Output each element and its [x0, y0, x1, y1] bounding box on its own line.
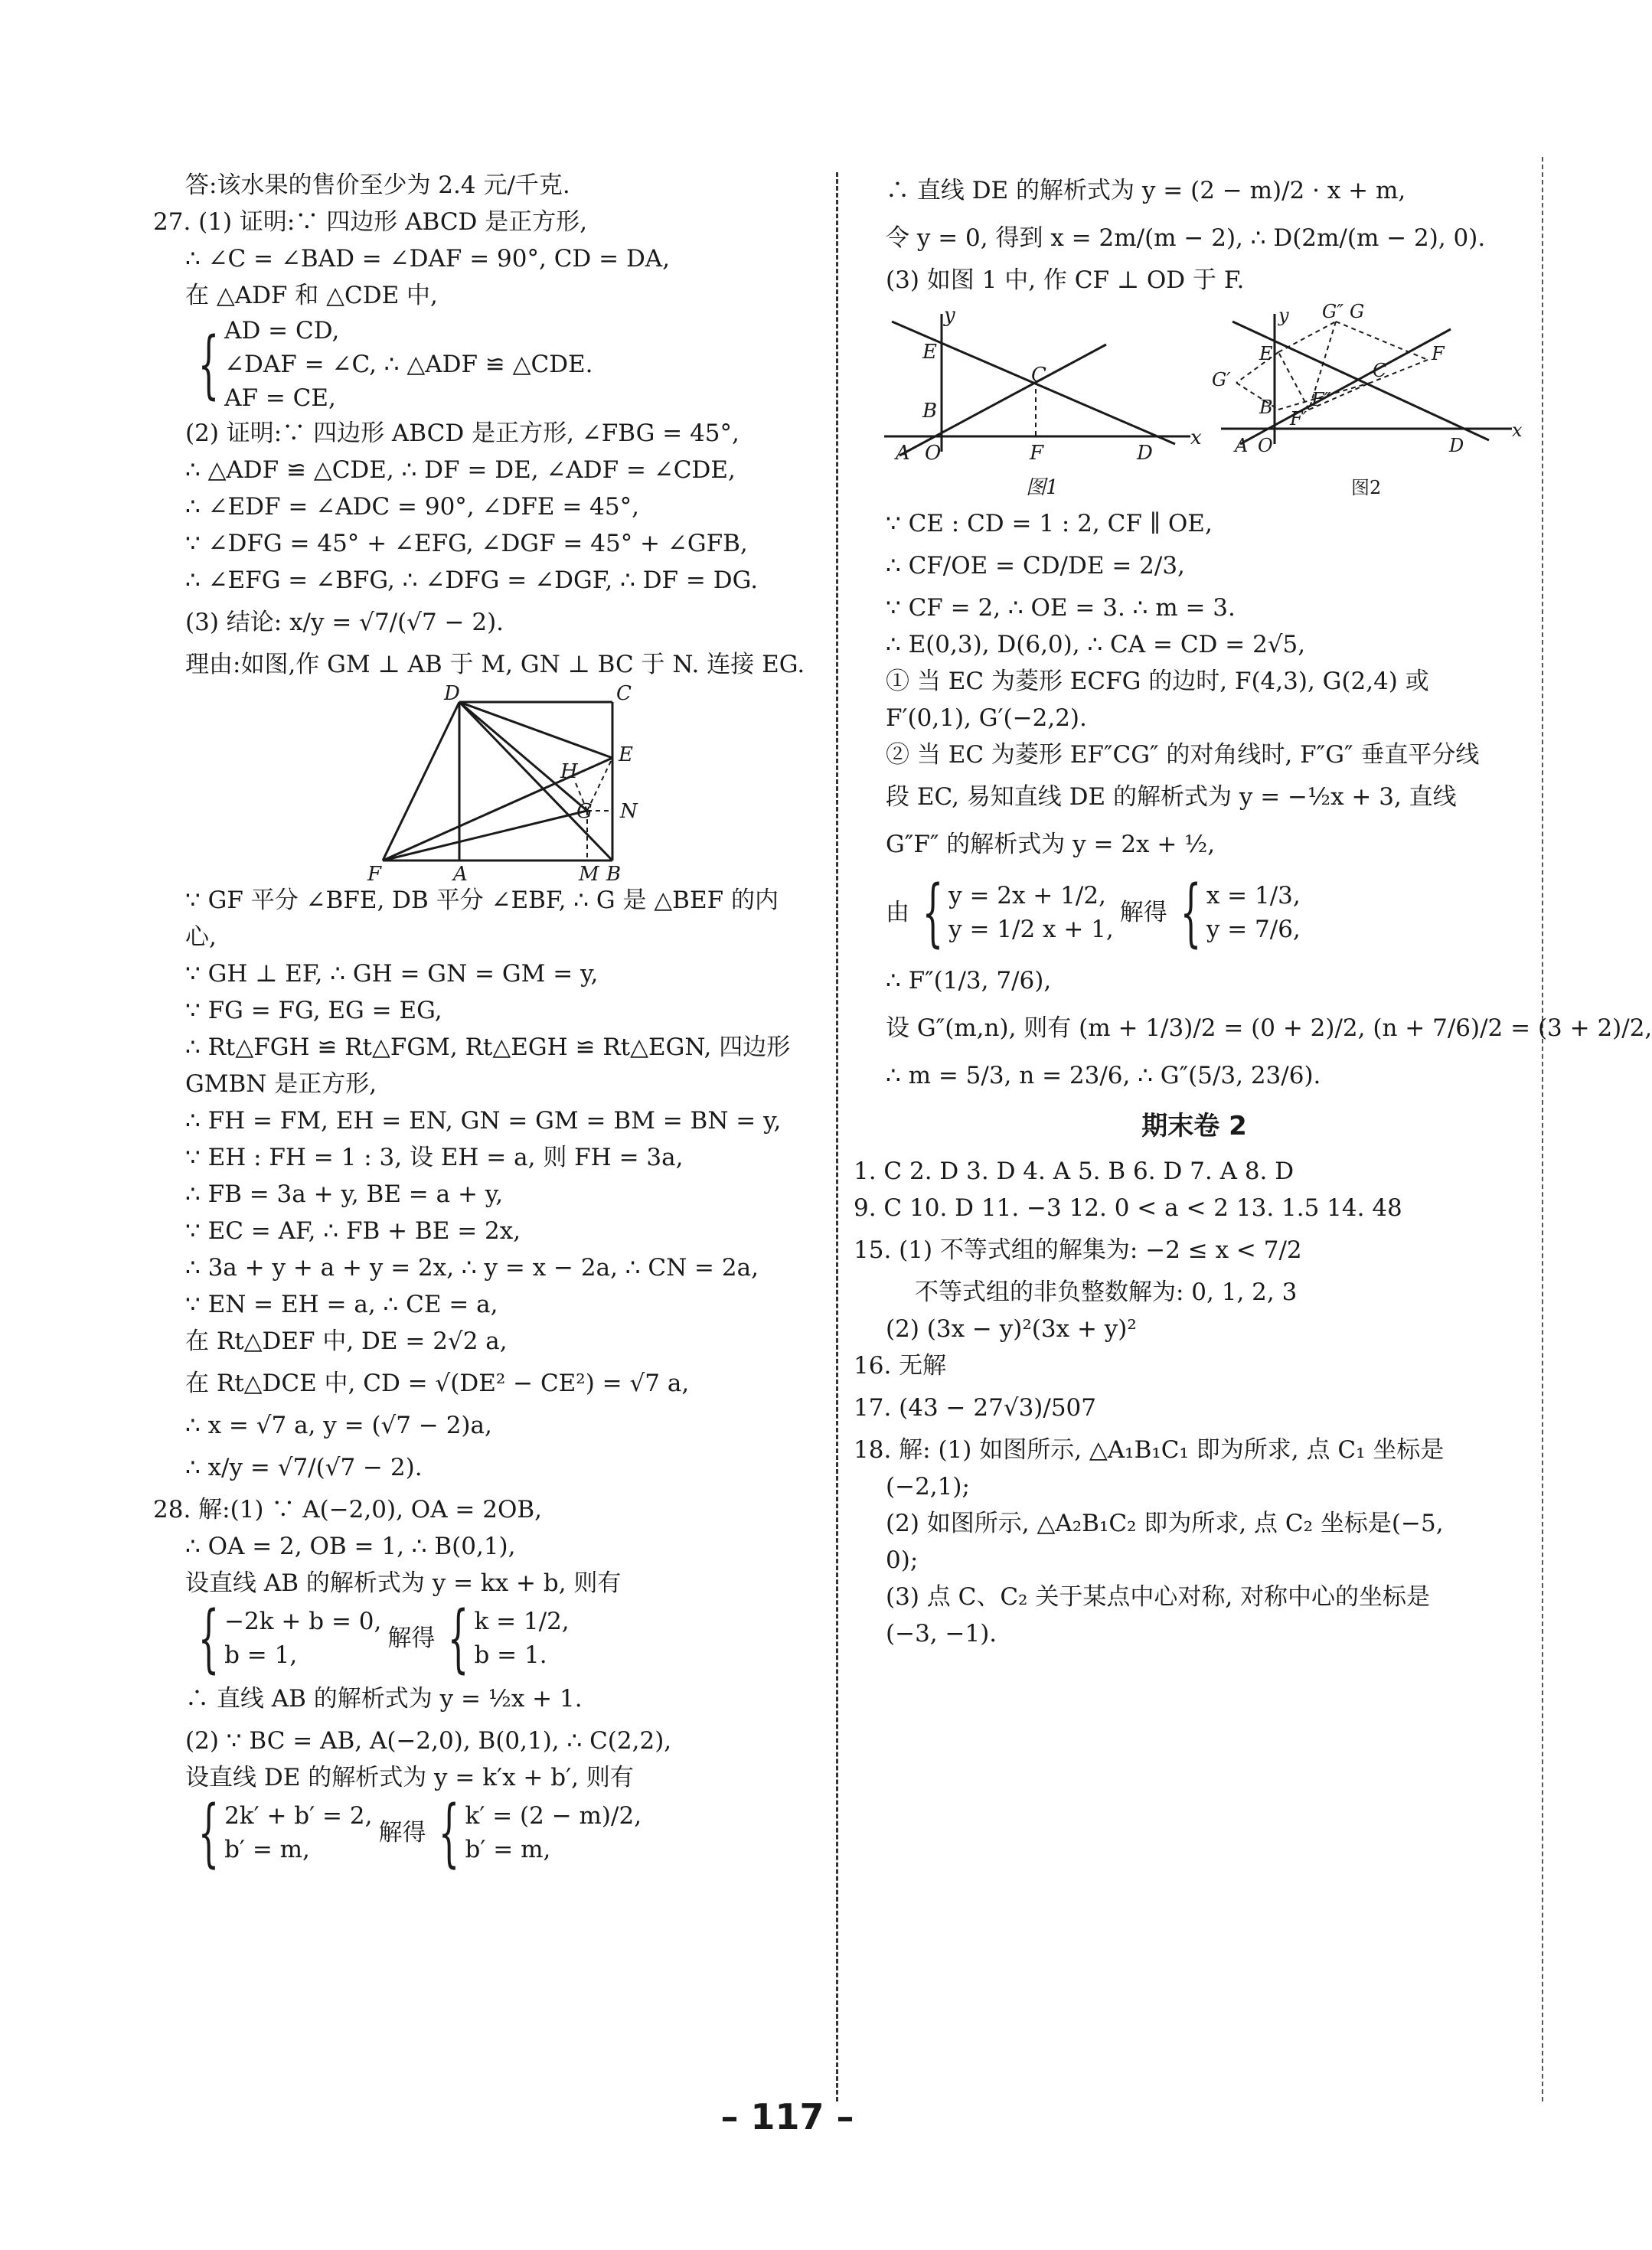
- q27-line: 在 Rt△DEF 中, DE = 2√2 a,: [185, 1327, 508, 1355]
- fig1-label-B: B: [922, 400, 938, 423]
- system-line: y = 1/2 x + 1,: [948, 916, 1114, 943]
- fig-label-B: B: [606, 863, 622, 886]
- q27-line: ∵ EN = EH = a, ∴ CE = a,: [185, 1291, 498, 1318]
- fig-label-D: D: [444, 682, 460, 705]
- brace: {: [1180, 870, 1202, 955]
- q27-line: ∴ △ADF ≌ △CDE, ∴ DF = DE, ∠ADF = ∠CDE,: [185, 456, 736, 484]
- system-line: k = 1/2,: [474, 1608, 570, 1635]
- system-line: k′ = (2 − m)/2,: [465, 1802, 642, 1830]
- fig2-label-G2: G″: [1322, 301, 1344, 322]
- page-number: – 117 –: [720, 2096, 854, 2137]
- fig1-label-E: E: [922, 341, 937, 364]
- q28-line: ② 当 EC 为菱形 EF″CG″ 的对角线时, F″G″ 垂直平分线: [886, 741, 1480, 769]
- brace: {: [448, 1595, 469, 1681]
- fig1-label-y: y: [944, 304, 955, 327]
- q27-line: ∴ ∠EDF = ∠ADC = 90°, ∠DFE = 45°,: [185, 493, 639, 521]
- fig2-caption: 图2: [1351, 477, 1382, 498]
- q28-line: 令 y = 0, 得到 x = 2m/(m − 2), ∴ D(2m/(m − 2), 0).: [886, 224, 1486, 252]
- fig-label-A: A: [453, 863, 468, 886]
- equation-system: [153, 1595, 827, 1681]
- by-word: 由: [886, 899, 909, 926]
- right-column: [854, 167, 1652, 1652]
- q28-line: ∴ 直线 DE 的解析式为 y = (2 − m)/2 · x + m,: [886, 177, 1406, 204]
- q18-line: 0);: [886, 1546, 919, 1574]
- brace: {: [922, 870, 944, 955]
- page-edge-line: [1542, 157, 1543, 2101]
- fig2-label-y: y: [1278, 305, 1289, 326]
- answers-row: 9. C 10. D 11. −3 12. 0 < a < 2 13. 1.5 14. 48: [854, 1194, 1402, 1222]
- q28-line: F′(0,1), G′(−2,2).: [886, 704, 1087, 732]
- fig2-label-D: D: [1449, 435, 1464, 456]
- equation-system: [153, 314, 827, 415]
- system-line: AF = CE,: [224, 384, 336, 412]
- q28-line: 段 EC, 易知直线 DE 的解析式为 y = −½x + 3, 直线: [886, 783, 1457, 811]
- q28-line: ∵ CE : CD = 1 : 2, CF ∥ OE,: [886, 510, 1213, 537]
- q28-line: ∴ OA = 2, OB = 1, ∴ B(0,1),: [185, 1533, 516, 1560]
- fig2-label-F1: F′: [1290, 408, 1308, 429]
- fig1-label-C: C: [1031, 364, 1046, 387]
- fig2-label-F2: F″: [1311, 389, 1331, 410]
- solve-word: 解得: [378, 1819, 426, 1847]
- q15-line: 不等式组的非负整数解为: 0, 1, 2, 3: [915, 1278, 1298, 1306]
- fig2-label-A: A: [1235, 435, 1249, 456]
- q27-line: GMBN 是正方形,: [185, 1070, 377, 1098]
- q27-line: ∴ FB = 3a + y, BE = a + y,: [185, 1181, 504, 1208]
- system-line: y = 2x + 1/2,: [948, 882, 1106, 909]
- q28-line: ∴ 直线 AB 的解析式为 y = ½x + 1.: [185, 1685, 583, 1713]
- brace: {: [198, 1790, 220, 1876]
- q27-line: ∵ EC = AF, ∴ FB + BE = 2x,: [185, 1217, 521, 1245]
- brace: {: [198, 1595, 220, 1681]
- q27-line: 在 Rt△DCE 中, CD = √(DE² − CE²) = √7 a,: [185, 1370, 690, 1397]
- q18-line: 18. 解: (1) 如图所示, △A₁B₁C₁ 即为所求, 点 C₁ 坐标是: [854, 1436, 1445, 1464]
- q28-line: G″F″ 的解析式为 y = 2x + ½,: [886, 831, 1216, 858]
- fig-label-M: M: [579, 863, 599, 886]
- q28-line: (2) ∵ BC = AB, A(−2,0), B(0,1), ∴ C(2,2),: [185, 1727, 672, 1755]
- fig-label-N: N: [620, 800, 638, 823]
- equation-system: [854, 870, 1535, 955]
- fig-label-C: C: [616, 682, 632, 705]
- system-line: b′ = m,: [465, 1836, 551, 1863]
- q28-line: ∴ E(0,3), D(6,0), ∴ CA = CD = 2√5,: [886, 631, 1306, 658]
- q27-line: 27. (1) 证明:∵ 四边形 ABCD 是正方形,: [153, 208, 588, 236]
- square-figure: [153, 682, 827, 886]
- fig1-label-x: x: [1190, 426, 1202, 449]
- answers-row: 1. C 2. D 3. D 4. A 5. B 6. D 7. A 8. D: [854, 1158, 1295, 1185]
- q16-line: 16. 无解: [854, 1352, 947, 1380]
- q28-line: 28. 解:(1) ∵ A(−2,0), OA = 2OB,: [153, 1496, 543, 1523]
- fig1-caption: 图1: [1026, 476, 1059, 499]
- q28-line: ∴ CF/OE = CD/DE = 2/3,: [886, 552, 1185, 580]
- fig2-label-F: F: [1432, 343, 1445, 364]
- system-line: −2k + b = 0,: [224, 1608, 382, 1635]
- system-line: b = 1.: [474, 1641, 547, 1669]
- q27-line: 心,: [185, 923, 217, 951]
- q28-line: 设直线 DE 的解析式为 y = k′x + b′, 则有: [185, 1764, 634, 1791]
- q27-line: ∵ EH : FH = 1 : 3, 设 EH = a, 则 FH = 3a,: [185, 1144, 684, 1171]
- fig1-label-O: O: [925, 442, 942, 465]
- q15-line: (2) (3x − y)²(3x + y)²: [886, 1315, 1137, 1343]
- system-line: x = 1/3,: [1206, 882, 1301, 909]
- q27-line: ∴ 3a + y + a + y = 2x, ∴ y = x − 2a, ∴ CN = 2a,: [185, 1254, 759, 1282]
- q27-conclusion: (3) 结论: x/y = √7/(√7 − 2).: [185, 609, 504, 636]
- fig1-label-A: A: [896, 442, 910, 465]
- left-column: [153, 167, 827, 1876]
- q27-line: ∵ FG = FG, EG = EG,: [185, 997, 442, 1024]
- q18-line: (2) 如图所示, △A₂B₁C₂ 即为所求, 点 C₂ 坐标是(−5,: [886, 1510, 1444, 1537]
- fig2-label-O: O: [1258, 435, 1273, 456]
- fig2-label-G1: G′: [1212, 369, 1231, 390]
- solve-word: 解得: [387, 1625, 436, 1652]
- system-line: ∠DAF = ∠C, ∴ △ADF ≌ △CDE.: [224, 351, 593, 378]
- q27-line: ∵ GH ⊥ EF, ∴ GH = GN = GM = y,: [185, 960, 599, 988]
- fig1-label-F: F: [1030, 442, 1044, 465]
- fig-label-G: G: [576, 800, 593, 823]
- q27-line: 理由:如图,作 GM ⊥ AB 于 M, GN ⊥ BC 于 N. 连接 EG.: [185, 651, 805, 678]
- column-divider: [836, 172, 838, 2101]
- fig2-label-C: C: [1373, 360, 1387, 381]
- q27-line: ∴ x = √7 a, y = (√7 − 2)a,: [185, 1412, 492, 1439]
- q28-line: ∴ m = 5/3, n = 23/6, ∴ G″(5/3, 23/6).: [886, 1062, 1321, 1089]
- q27-line: ∴ x/y = √7/(√7 − 2).: [185, 1454, 423, 1481]
- fig-label-H: H: [560, 760, 578, 783]
- system-line: b′ = m,: [224, 1836, 310, 1863]
- fig2-label-x: x: [1512, 420, 1523, 441]
- fig2-label-B: B: [1259, 397, 1273, 418]
- q28-line: ∴ F″(1/3, 7/6),: [886, 967, 1052, 994]
- q28-line: (3) 如图 1 中, 作 CF ⊥ OD 于 F.: [886, 266, 1245, 294]
- fig2-label-E: E: [1259, 343, 1273, 364]
- q17-line: 17. (43 − 27√3)/507: [854, 1394, 1097, 1422]
- answer-line: 答:该水果的售价至少为 2.4 元/千克.: [185, 171, 570, 199]
- q27-line: ∴ ∠C = ∠BAD = ∠DAF = 90°, CD = DA,: [185, 245, 671, 273]
- q28-line: 设直线 AB 的解析式为 y = kx + b, 则有: [185, 1569, 622, 1597]
- q27-line: ∵ ∠DFG = 45° + ∠EFG, ∠DGF = 45° + ∠GFB,: [185, 530, 748, 557]
- q18-line: (3) 点 C、C₂ 关于某点中心对称, 对称中心的坐标是: [886, 1583, 1431, 1611]
- q27-line: ∵ GF 平分 ∠BFE, DB 平分 ∠EBF, ∴ G 是 △BEF 的内: [185, 887, 779, 914]
- system-line: 2k′ + b′ = 2,: [224, 1802, 373, 1830]
- system-line: y = 7/6,: [1206, 916, 1301, 943]
- fig-label-E: E: [619, 743, 633, 766]
- q27-line: 在 △ADF 和 △CDE 中,: [185, 282, 438, 309]
- fig-label-F: F: [367, 863, 382, 886]
- brace: {: [439, 1790, 460, 1876]
- solve-word: 解得: [1119, 899, 1167, 926]
- q15-line: 15. (1) 不等式组的解集为: −2 ≤ x < 7/2: [854, 1236, 1302, 1264]
- fig1-label-D: D: [1137, 442, 1153, 465]
- brace: {: [198, 322, 220, 407]
- q27-line: ∴ ∠EFG = ∠BFG, ∴ ∠DFG = ∠DGF, ∴ DF = DG.: [185, 567, 759, 594]
- q28-line: 设 G″(m,n), 则有 (m + 1/3)/2 = (0 + 2)/2, (n + 7/6)/2 = (3 + 2)/2,: [886, 1014, 1652, 1042]
- system-line: AD = CD,: [224, 317, 340, 345]
- equation-system: [153, 1790, 827, 1876]
- coordinate-figures: [854, 299, 1535, 505]
- q27-line: ∴ FH = FM, EH = EN, GN = GM = BM = BN = y,: [185, 1107, 782, 1135]
- fig2-label-G: G: [1350, 301, 1365, 322]
- q18-line: (−3, −1).: [886, 1620, 997, 1647]
- q27-line: (2) 证明:∵ 四边形 ABCD 是正方形, ∠FBG = 45°,: [185, 420, 739, 447]
- q28-line: ∵ CF = 2, ∴ OE = 3. ∴ m = 3.: [886, 594, 1236, 622]
- system-line: b = 1,: [224, 1641, 298, 1669]
- q27-line: ∴ Rt△FGH ≌ Rt△FGM, Rt△EGH ≌ Rt△EGN, 四边形: [185, 1034, 791, 1061]
- q28-line: ① 当 EC 为菱形 ECFG 的边时, F(4,3), G(2,4) 或: [886, 668, 1429, 695]
- q18-line: (−2,1);: [886, 1473, 970, 1501]
- section-title: 期末卷 2: [1141, 1111, 1247, 1141]
